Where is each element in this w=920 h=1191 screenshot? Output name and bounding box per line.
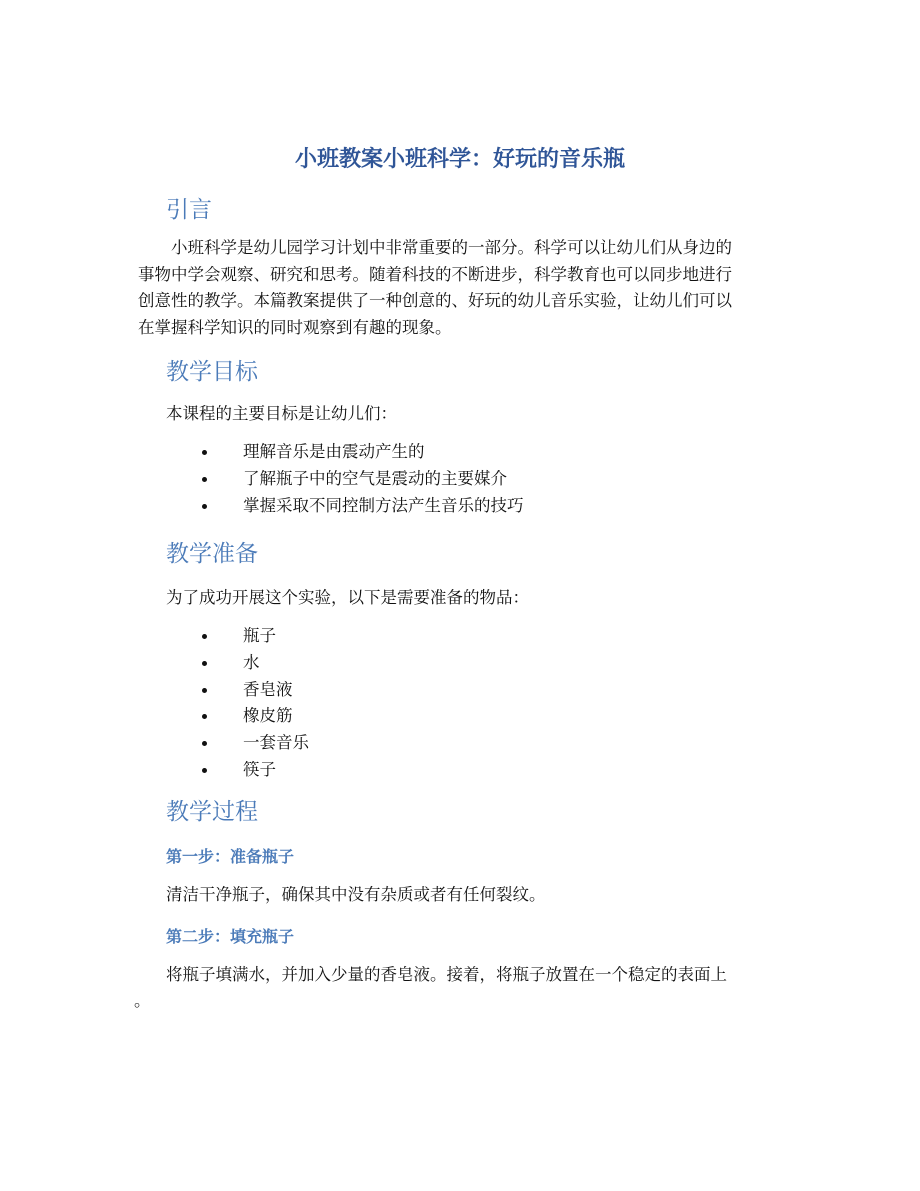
section-heading-intro: 引言 [166, 197, 212, 223]
bullet-icon [202, 504, 207, 509]
section-heading-prep: 教学准备 [166, 541, 258, 567]
section-heading-process: 教学过程 [166, 799, 258, 825]
list-item-text: 香皂液 [243, 679, 293, 699]
bullet-icon [202, 477, 207, 482]
bullet-icon [202, 450, 207, 455]
step-2-text: 。 [134, 991, 151, 1010]
bullet-icon [202, 768, 207, 773]
intro-line: 小班科学是幼儿园学习计划中非常重要的一部分。科学可以让幼儿们从身边的 [138, 238, 732, 257]
list-item-text: 筷子 [243, 759, 276, 779]
list-item-text: 一套音乐 [243, 733, 309, 753]
step-1-title: 第一步：准备瓶子 [166, 847, 295, 866]
list-item-text: 了解瓶子中的空气是震动的主要媒介 [243, 468, 507, 488]
list-item-text: 掌握采取不同控制方法产生音乐的技巧 [243, 495, 524, 515]
bullet-icon [202, 688, 207, 693]
step-2-title: 第二步：填充瓶子 [166, 927, 295, 946]
list-item-text: 瓶子 [243, 626, 276, 645]
goals-lead: 本课程的主要目标是让幼儿们： [166, 404, 397, 423]
bullet-icon [202, 741, 207, 746]
prep-lead: 为了成功开展这个实验，以下是需要准备的物品： [166, 588, 529, 607]
list-item-text: 理解音乐是由震动产生的 [243, 442, 425, 461]
bullet-icon [202, 634, 207, 639]
section-heading-goals: 教学目标 [166, 359, 258, 385]
intro-line: 在掌握科学知识的同时观察到有趣的现象。 [138, 318, 452, 337]
intro-line: 事物中学会观察、研究和思考。随着科技的不断进步，科学教育也可以同步地进行 [138, 265, 732, 284]
bullet-icon [202, 661, 207, 666]
document-title: 小班教案小班科学：好玩的音乐瓶 [294, 147, 625, 172]
list-item-text: 水 [243, 652, 260, 672]
bullet-icon [202, 714, 207, 719]
step-2-text: 将瓶子填满水，并加入少量的香皂液。接着，将瓶子放置在一个稳定的表面上 [166, 965, 727, 984]
list-item-text: 橡皮筋 [243, 706, 293, 726]
intro-line: 创意性的教学。本篇教案提供了一种创意的、好玩的幼儿音乐实验，让幼儿们可以 [138, 291, 732, 310]
step-1-text: 清洁干净瓶子，确保其中没有杂质或者有任何裂纹。 [166, 885, 546, 904]
